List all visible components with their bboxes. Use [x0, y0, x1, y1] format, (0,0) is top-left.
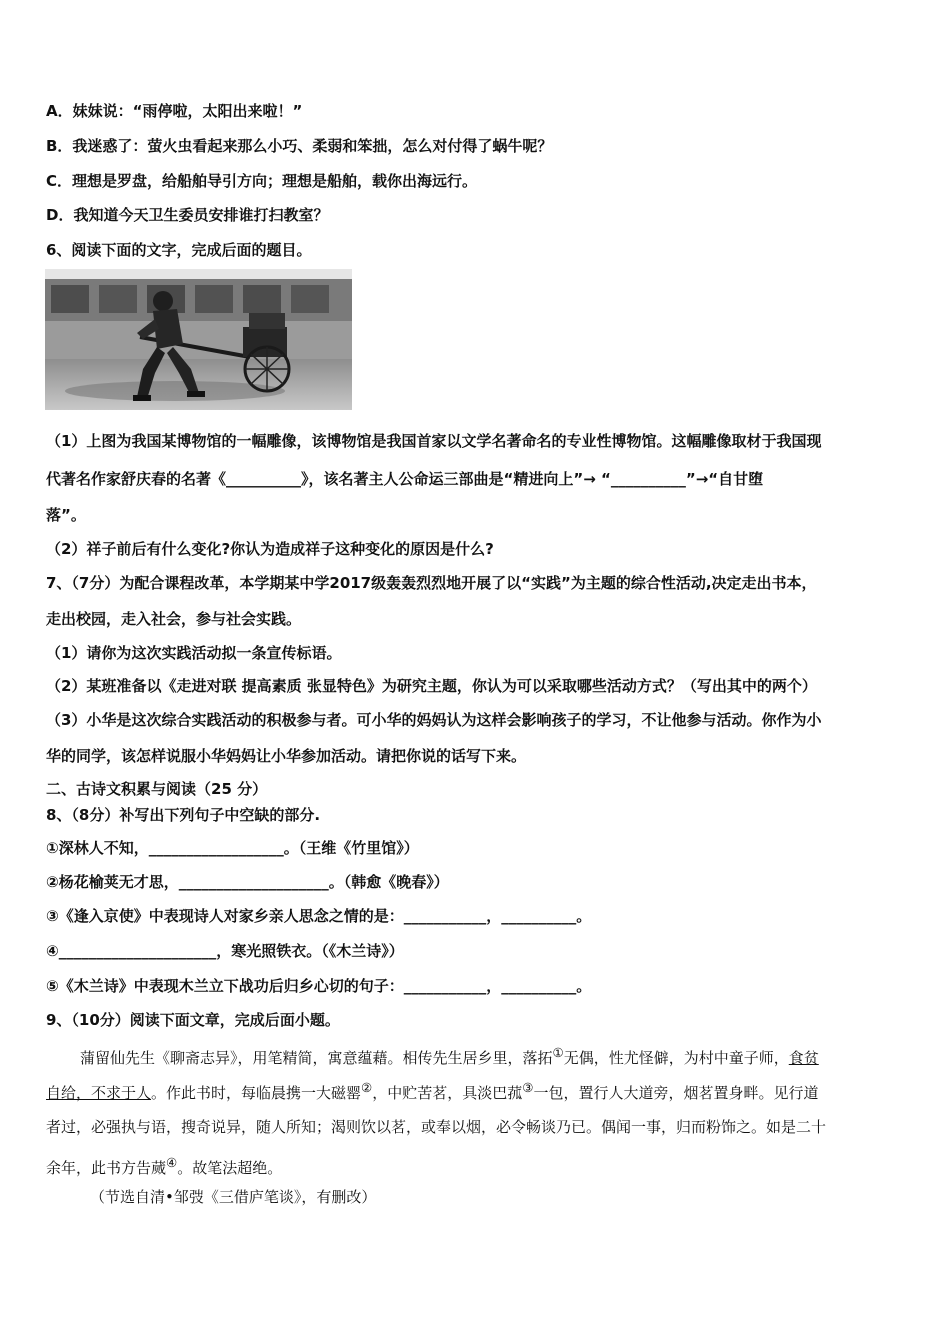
- footnote-marker-2: ②: [361, 1080, 373, 1095]
- q6-part1-line2: 代著名作家舒庆春的名著《__________》，该名著主人公命运三部曲是“精进向上”→ “__________”→“自甘堕: [46, 470, 764, 488]
- passage-text: 蒲留仙先生《聊斋志异》，用笔精简，寓意蕴藉。相传先生居乡里，落拓: [80, 1049, 553, 1067]
- q7-part2: （2）某班准备以《走进对联 提高素质 张显特色》为研究主题，你认为可以采取哪些活动方式？（写出其中的两个）: [46, 677, 817, 695]
- q7-part3-line2: 华的同学，该怎样说服小华妈妈让小华参加活动。请把你说的话写下来。: [46, 747, 527, 765]
- sculpture-photo: [45, 269, 352, 410]
- q6-title: 6、阅读下面的文字，完成后面的题目。: [46, 241, 312, 259]
- q6-part1-line1: （1）上图为我国某博物馆的一幅雕像，该博物馆是我国首家以文学名著命名的专业性博物馆。这幅雕像取材于我国现: [46, 432, 822, 450]
- passage-text: 余年，此书方告蒇: [46, 1159, 167, 1177]
- passage-text: 无偶，性尤怪僻，为村中童子师，: [563, 1049, 789, 1067]
- q7-part1: （1）请你为这次实践活动拟一条宣传标语。: [46, 644, 342, 662]
- option-d: D．我知道今天卫生委员安排谁打扫教室？: [46, 206, 329, 224]
- q6-part1-line3: 落”。: [46, 506, 86, 524]
- underlined-phrase: 自给，不求于人: [46, 1084, 152, 1102]
- q8-item-4: ④_____________________，寒光照铁衣。（《木兰诗》）: [46, 942, 404, 960]
- passage-line-4: [46, 1153, 282, 1178]
- q7-line1: 7、（7分）为配合课程改革，本学期某中学2017级轰轰烈烈地开展了以“实践”为主题的综合性活动,决定走出书本，: [46, 574, 817, 592]
- passage-text: 一包，置行人大道旁，烟茗置身畔。见行道: [533, 1084, 819, 1102]
- q8-item-5: ⑤《木兰诗》中表现木兰立下战功后归乡心切的句子：___________，__________。: [46, 977, 592, 995]
- q9-title: 9、（10分）阅读下面文章，完成后面小题。: [46, 1011, 340, 1029]
- q8-item-1: ①深林人不知，__________________。（王维《竹里馆》）: [46, 839, 419, 857]
- option-b: B．我迷惑了：萤火虫看起来那么小巧、柔弱和笨拙，怎么对付得了蜗牛呢？: [46, 137, 553, 155]
- footnote-marker-3: ③: [522, 1080, 534, 1095]
- underlined-phrase: 食贫: [788, 1049, 819, 1067]
- passage-text: 。作此书时，每临晨携一大磁罂: [151, 1084, 362, 1102]
- footnote-marker-4: ④: [166, 1155, 178, 1170]
- q6-part2: （2）祥子前后有什么变化?你认为造成祥子这种变化的原因是什么?: [46, 540, 494, 558]
- q8-title: 8、（8分）补写出下列句子中空缺的部分.: [46, 806, 321, 824]
- q7-line2: 走出校园，走入社会，参与社会实践。: [46, 610, 302, 628]
- option-a: A．妹妹说：“雨停啦，太阳出来啦！”: [46, 102, 303, 120]
- passage-line-1: [80, 1043, 819, 1068]
- q8-item-3: ③《逢入京使》中表现诗人对家乡亲人思念之情的是：___________，__________。: [46, 907, 592, 925]
- rickshaw-puller-statue-image: [45, 269, 352, 410]
- option-c: C．理想是罗盘，给船舶导引方向；理想是船舶，载你出海远行。: [46, 172, 478, 190]
- q7-part3-line1: （3）小华是这次综合实践活动的积极参与者。可小华的妈妈认为这样会影响孩子的学习，不让他参与活动。你作为小: [46, 711, 822, 729]
- section-2-heading: 二、古诗文积累与阅读（25 分）: [46, 780, 268, 798]
- passage-text: 。故笔法超绝。: [177, 1159, 283, 1177]
- passage-text: ，中贮苦茗，具淡巴菰: [372, 1084, 523, 1102]
- footnote-marker-1: ①: [552, 1045, 564, 1060]
- passage-line-2: [46, 1078, 819, 1103]
- passage-line-3: 者过，必强执与语，搜奇说异，随人所知；渴则饮以茗，或奉以烟，必令畅谈乃已。偶闻一事，归而粉饰之。如是二十: [46, 1118, 827, 1136]
- passage-source: （节选自清•邹弢《三借庐笔谈》，有删改）: [90, 1188, 377, 1206]
- q8-item-2: ②杨花榆荚无才思，____________________。（韩愈《晚春》）: [46, 873, 449, 891]
